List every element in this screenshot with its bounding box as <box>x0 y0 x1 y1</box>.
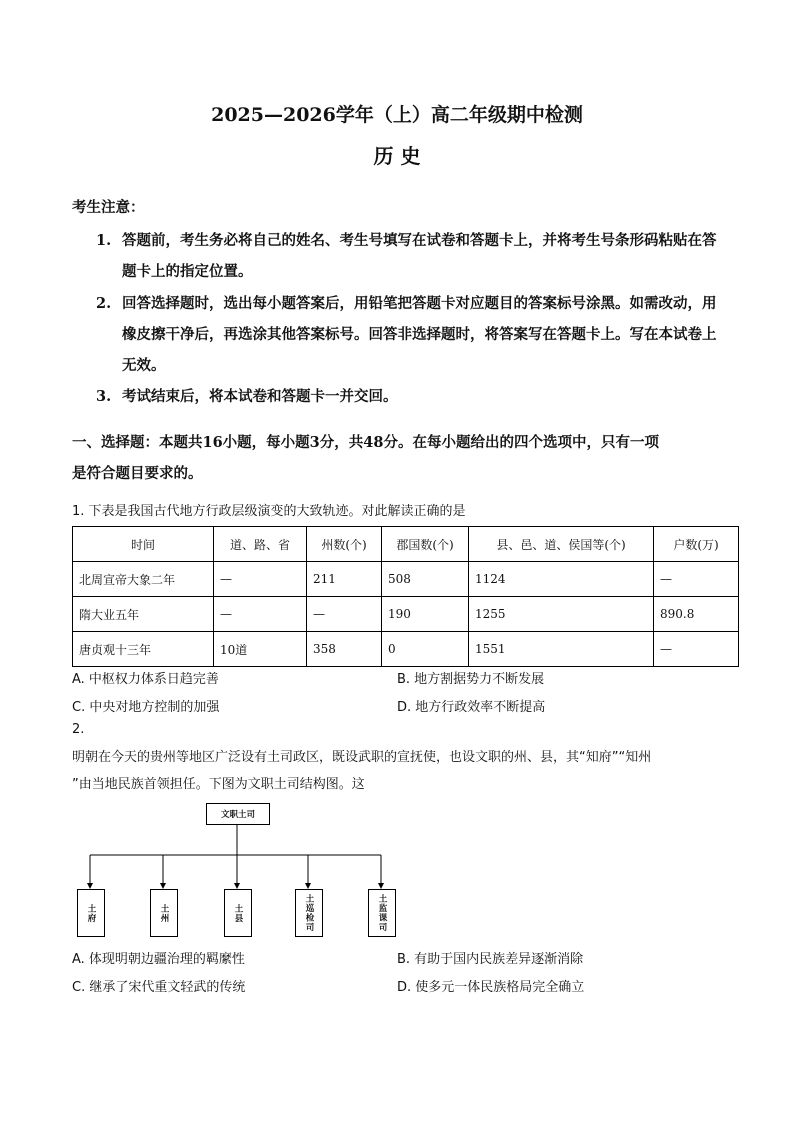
table-cell: 0 <box>382 632 469 667</box>
table-header: 郡国数(个) <box>382 527 469 562</box>
table-cell: 1255 <box>469 597 654 632</box>
table-cell: 508 <box>382 562 469 597</box>
org-child-box <box>224 889 252 937</box>
notice-item-text: 回答选择题时，选出每小题答案后，用铅笔把答题卡对应题目的答案标号涂黑。如需改动，用橡皮擦干净后，再选涂其他答案标号。回答非选择题时，将答案写在答题卡上。写在本试卷上无效。 <box>122 295 717 374</box>
notice-item-number: 1. <box>96 232 112 249</box>
table-header: 户数(万) <box>654 527 739 562</box>
q1-option-b: B. 地方割据势力不断发展 <box>397 672 545 687</box>
section-heading-line2: 是符合题目要求的。 <box>72 465 203 482</box>
table-header: 时间 <box>73 527 214 562</box>
org-child-box <box>368 889 396 937</box>
section-heading-line1: 一、选择题：本题共16小题，每小题3分，共48分。在每小题给出的四个选项中，只有一项 <box>72 434 659 451</box>
org-child-box <box>150 889 178 937</box>
org-child-label: 土县 <box>233 903 243 923</box>
table-cell: 190 <box>382 597 469 632</box>
table-header: 州数(个) <box>307 527 382 562</box>
q1-option-d: D. 地方行政效率不断提高 <box>397 700 546 715</box>
table-cell: — <box>654 632 739 667</box>
table-cell: 1124 <box>469 562 654 597</box>
table-header: 道、路、省 <box>214 527 307 562</box>
org-child-box <box>295 889 323 937</box>
notice-item-number: 3. <box>96 388 112 405</box>
table-cell: 唐贞观十三年 <box>73 632 214 667</box>
org-root-label: 文职土司 <box>220 810 255 820</box>
org-child-label: 土州 <box>159 903 169 923</box>
table-cell: — <box>214 597 307 632</box>
q2-option-c: C. 继承了宋代重文轻武的传统 <box>72 980 246 995</box>
notice-heading: 考生注意： <box>72 199 145 216</box>
q2-number: 2. <box>72 722 85 737</box>
exam-title: 2025—2026学年（上）高二年级期中检测 <box>211 104 583 126</box>
subject-title: 历 史 <box>373 144 421 168</box>
table-header: 县、邑、道、侯国等(个) <box>469 527 654 562</box>
table-cell: 211 <box>307 562 382 597</box>
org-child-label: 土巡检司 <box>304 894 314 932</box>
table-cell: 北周宣帝大象二年 <box>73 562 214 597</box>
org-child-label: 土监课司 <box>377 894 387 932</box>
table-cell: 890.8 <box>654 597 739 632</box>
table-cell: 10道 <box>214 632 307 667</box>
q2-option-b: B. 有助于国内民族差异逐渐消除 <box>397 952 584 967</box>
q2-stem-line1: 明朝在今天的贵州等地区广泛设有土司政区，既设武职的宣抚使，也设文职的州、县，其“知府”“知州 <box>72 750 652 765</box>
q2-stem-line2: ”由当地民族首领担任。下图为文职土司结构图。这 <box>72 777 365 792</box>
table-cell: — <box>214 562 307 597</box>
table-cell: 隋大业五年 <box>73 597 214 632</box>
table-cell: — <box>654 562 739 597</box>
org-root-box <box>206 803 270 825</box>
table-cell: 1551 <box>469 632 654 667</box>
org-child-box <box>77 889 105 937</box>
table-cell: 358 <box>307 632 382 667</box>
org-child-label: 土府 <box>86 903 96 923</box>
q2-option-a: A. 体现明朝边疆治理的羁縻性 <box>72 952 245 967</box>
q1-option-a: A. 中枢权力体系日趋完善 <box>72 672 219 687</box>
q2-option-d: D. 使多元一体民族格局完全确立 <box>397 980 585 995</box>
table-cell: — <box>307 597 382 632</box>
notice-item-text: 答题前，考生务必将自己的姓名、考生号填写在试卷和答题卡上，并将考生号条形码粘贴在答题卡上的指定位置。 <box>122 232 717 280</box>
notice-item-text: 考试结束后，将本试卷和答题卡一并交回。 <box>122 388 398 405</box>
q1-option-c: C. 中央对地方控制的加强 <box>72 700 220 715</box>
notice-item-number: 2. <box>96 295 112 312</box>
q1-stem: 1. 下表是我国古代地方行政层级演变的大致轨迹。对此解读正确的是 <box>72 504 466 519</box>
